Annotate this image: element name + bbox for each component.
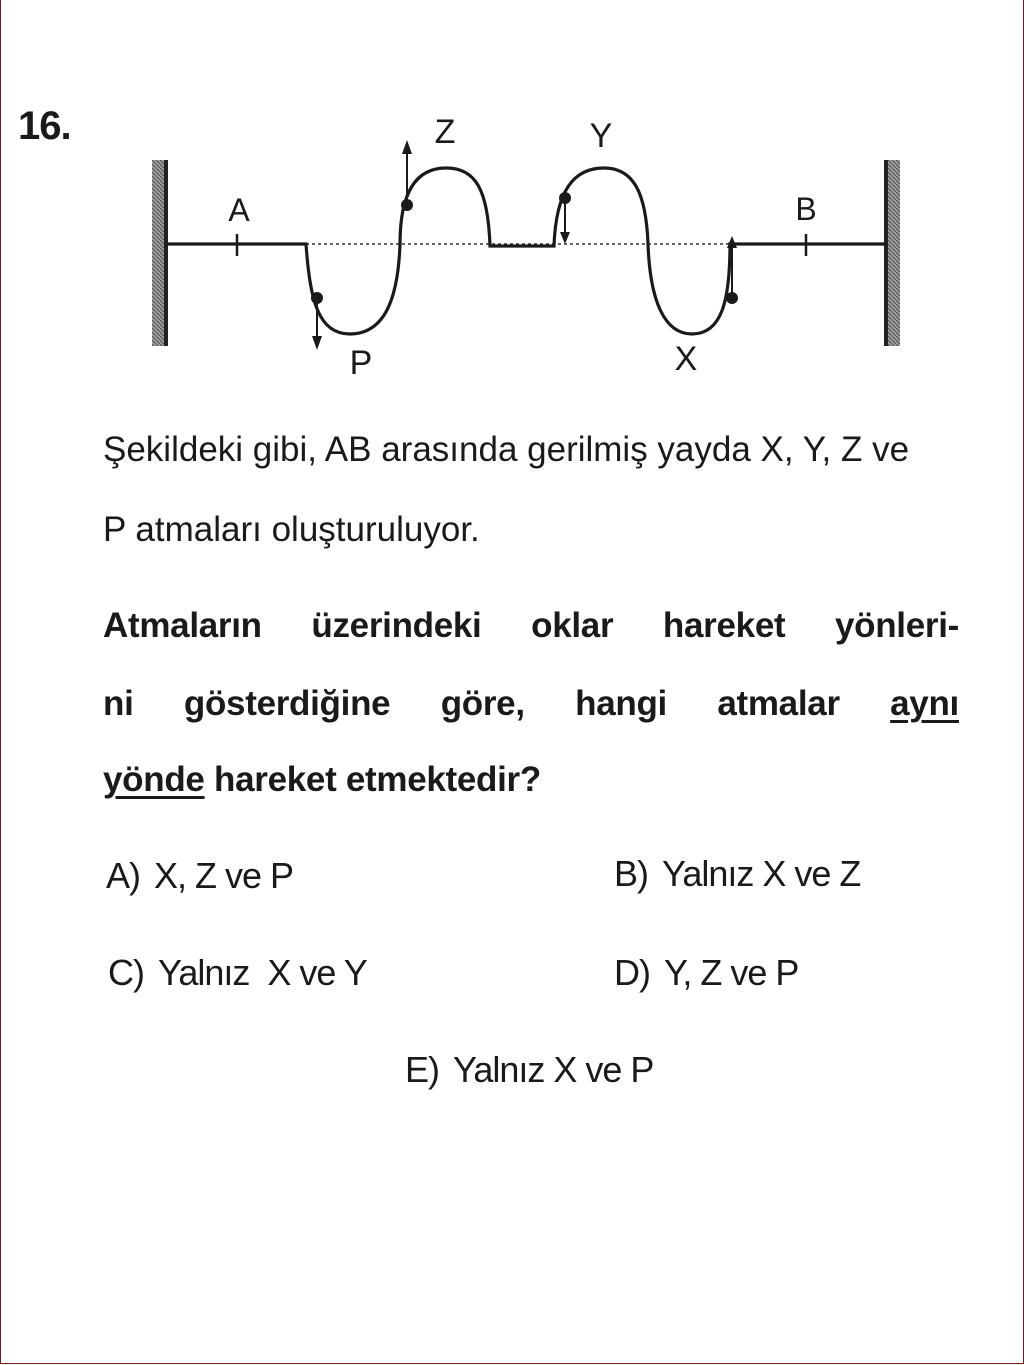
- option-letter: D): [614, 952, 650, 993]
- label-P: P: [349, 344, 373, 382]
- option-A[interactable]: [106, 855, 294, 896]
- prompt-word: hareket: [662, 606, 786, 645]
- label-Y: Y: [589, 117, 613, 155]
- prompt-word: hangi: [575, 684, 667, 723]
- question-prompt-line3: [103, 762, 959, 797]
- prompt-word-underlined: aynı: [890, 684, 959, 723]
- question-prompt-line2: [103, 686, 959, 721]
- prompt-line3-rest: hareket etmektedir?: [214, 760, 541, 799]
- prompt-word: gösterdiğine: [183, 684, 391, 723]
- option-text: X, Z ve P: [154, 855, 294, 896]
- option-B[interactable]: [614, 853, 861, 894]
- spring-diagram: [140, 100, 920, 390]
- option-text: Y, Z ve P: [664, 952, 799, 993]
- option-letter: A): [106, 855, 140, 896]
- prompt-word: Atmaların: [103, 606, 262, 645]
- prompt-word: oklar: [531, 606, 614, 645]
- option-E[interactable]: [405, 1049, 654, 1090]
- label-B: B: [795, 191, 817, 227]
- left-wall: [152, 160, 168, 346]
- prompt-word: ni: [103, 684, 134, 723]
- right-wall: [884, 160, 900, 346]
- option-text: Yalnız X ve Y: [158, 952, 367, 993]
- option-text: Yalnız X ve Z: [662, 853, 861, 894]
- arrow-Z-up: [402, 140, 412, 205]
- option-letter: C): [108, 952, 144, 993]
- question-number: 16.: [18, 104, 71, 148]
- question-prompt-line1: [103, 608, 959, 643]
- option-letter: B): [614, 853, 648, 894]
- label-A: A: [228, 192, 250, 228]
- question-stem-line2: P atmaları oluşturuluyor.: [103, 510, 480, 549]
- prompt-word: atmalar: [717, 684, 840, 723]
- prompt-word: yönleri-: [834, 606, 959, 645]
- label-X: X: [674, 340, 698, 378]
- option-letter: E): [405, 1049, 439, 1090]
- arrow-P-down: [312, 298, 322, 350]
- label-Z: Z: [434, 113, 456, 151]
- prompt-word-underlined: yönde: [103, 760, 205, 799]
- option-C[interactable]: [108, 952, 367, 993]
- prompt-word: üzerindeki: [311, 606, 482, 645]
- question-stem-line1: Şekildeki gibi, AB arasında gerilmiş yayda X, Y, Z ve: [103, 430, 910, 469]
- prompt-word: göre,: [440, 684, 525, 723]
- option-D[interactable]: [614, 952, 799, 993]
- option-text: Yalnız X ve P: [453, 1049, 654, 1090]
- spring-wave: [166, 168, 886, 334]
